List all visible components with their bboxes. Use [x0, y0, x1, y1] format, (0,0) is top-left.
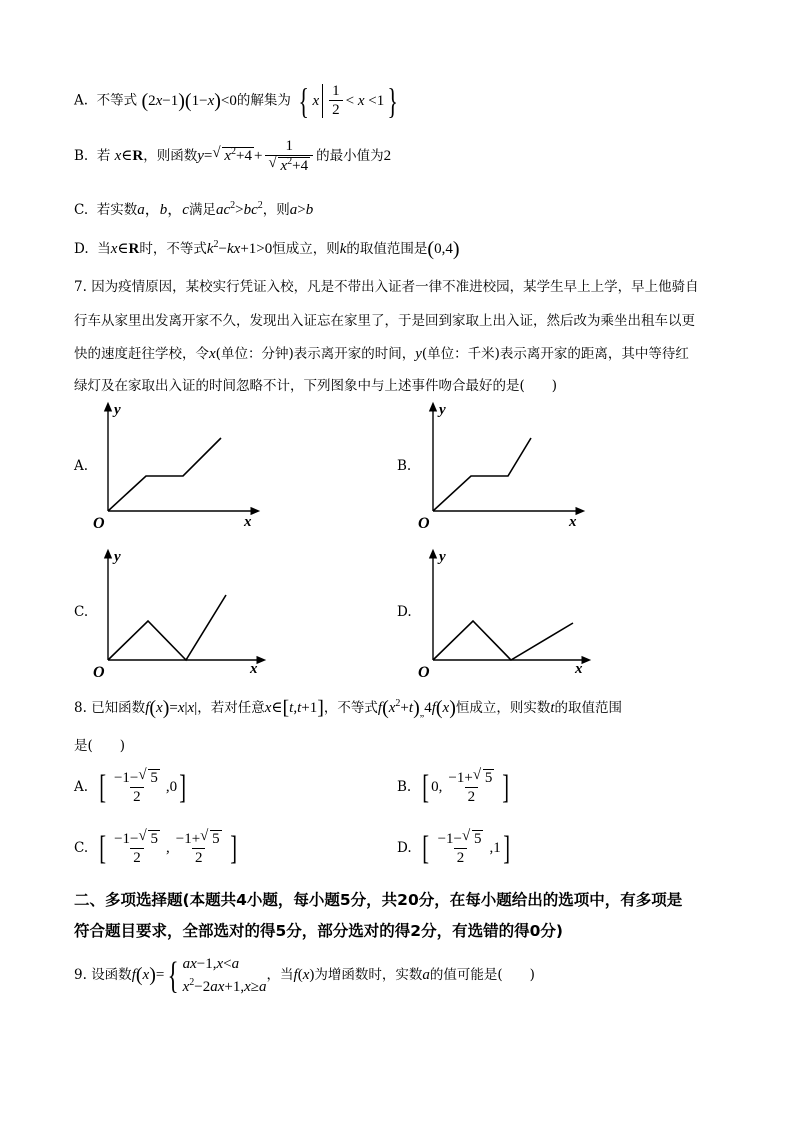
q8-line1: 8. 已知函数f(x)=x|x|，若对任意x∈[t,t+1]，不等式$f(x^2+t)_„4f(x)$恒成立，则实数t的取值范围	[74, 697, 623, 720]
section2-title-line2: 符合题目要求，全部选对的得5分，部分选对的得2分，有选错的得0分)	[74, 922, 563, 940]
section2-title-line1: 二、多项选择题(本题共4小题，每小题5分，共20分，在每小题给出的选项中，有多项是	[74, 891, 683, 909]
graph-d	[413, 545, 598, 680]
q7-line1: 7. 因为疫情原因，某校实行凭证入校，凡是不带出入证者一律不准进校园，某学生早上上学，早上他骑自	[74, 279, 699, 295]
q9-line: 9. 设函数f(x)= { ax−1,x<a $x^2-2ax+1,x\ge a$ ，当f(x)为增函数时，实数a的值可能是( )	[74, 954, 535, 997]
q7-line4: 绿灯及在家取出入证的时间忽略不计，下列图象中与上述事件吻合最好的是( )	[74, 378, 558, 394]
axis-y-label: y	[439, 402, 446, 418]
q6-option-d: D. 当x∈R时，不等式$k^2-kx+1>0$恒成立，则k的取值范围是(0,4)	[74, 238, 460, 261]
graph-label-b: B.	[397, 458, 412, 474]
q8-option-c: C. [ $\frac{-1-√ 5}{2}$ , $\frac{-1+√ 5}{2}$ ]	[74, 830, 239, 867]
graph-b-curve	[433, 438, 531, 511]
graph-a-curve	[108, 438, 221, 511]
q7-line3: 快的速度赶往学校，令x(单位：分钟)表示离开家的时间，y(单位：千米)表示离开家的距离，其中等待红	[74, 346, 689, 362]
solution-set-a: { x $\frac{1}{2}$ < x <1 }	[298, 81, 399, 121]
axis-y-label: y	[439, 549, 446, 565]
axis-x-label: x	[575, 661, 583, 677]
q8-option-a: A. [ $\frac{-1-√ 5}{2}$ ,0]	[74, 769, 188, 806]
graph-b	[413, 398, 593, 533]
q8-option-d: D. [ $\frac{-1-√ 5}{2}$ ,1]	[397, 830, 512, 867]
q8-option-b: B. [ 0, $\frac{-1+√ 5}{2}$ ]	[397, 769, 512, 806]
piecewise-function: { ax−1,x<a $x^2-2ax+1,x\ge a$	[167, 954, 267, 997]
q6-option-b: B. 若 x∈R，则函数y=√ $x^2+4$ + 1 √ $x^2+4$ 的最小值为2	[74, 138, 391, 175]
q6-option-c: C. 若实数a，b，c满足$ac^2>bc^2$，则a>b	[74, 200, 314, 218]
graph-label-a: A.	[74, 458, 89, 474]
axis-x-label: x	[569, 514, 577, 530]
graph-a	[88, 398, 268, 533]
graph-label-c: C.	[74, 604, 89, 620]
origin-label: O	[93, 515, 105, 532]
inequality-a: (2x−1)(1−x)<0	[141, 89, 237, 112]
graph-label-d: D.	[397, 604, 412, 620]
q6-option-a: A. 不等式 (2x−1)(1−x)<0的解集为 { x $\frac{1}{2}$ < x <1 }	[74, 80, 402, 122]
origin-label: O	[418, 664, 430, 680]
graph-d-curve	[433, 621, 573, 660]
q7-line2: 行车从家里出发离开家不久，发现出入证忘在家里了，于是回到家取上出入证，然后改为乘坐出租车以更	[74, 313, 695, 329]
origin-label: O	[418, 515, 430, 532]
axis-y-label: y	[114, 549, 121, 565]
axis-x-label: x	[250, 661, 258, 677]
origin-label: O	[93, 664, 105, 680]
axis-x-label: x	[244, 514, 252, 530]
axis-y-label: y	[114, 402, 121, 418]
graph-c-curve	[108, 595, 226, 660]
graph-c	[88, 545, 273, 680]
q8-line2: 是( )	[74, 738, 126, 754]
function-b: y=√ $x^2+4$ + 1 √ $x^2+4$	[197, 148, 316, 164]
